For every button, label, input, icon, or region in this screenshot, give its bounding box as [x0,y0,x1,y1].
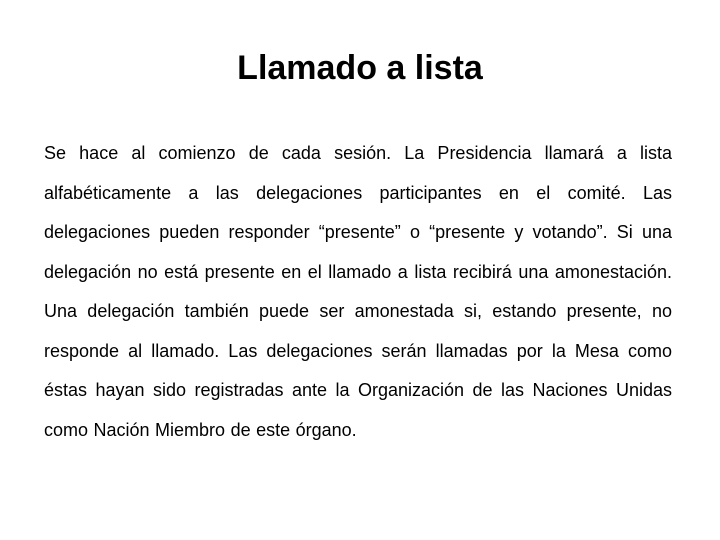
slide-body-text: Se hace al comienzo de cada sesión. La Presidencia llamará a lista alfabéticamente a las delegaciones participantes en el comité. Las delegaciones pueden responder “presente” o “presente y votando”. Si una delegación no está presente en el llamado a lista recibirá una amonestación. Una delegación también puede ser amonestada si, estando presente, no responde al llamado. Las delegaciones serán llamadas por la Mesa como éstas hayan sido registradas ante la Organización de las Naciones Unidas como Nación Miembro de este órgano. [44,143,672,440]
slide-title: Llamado a lista [237,49,483,87]
